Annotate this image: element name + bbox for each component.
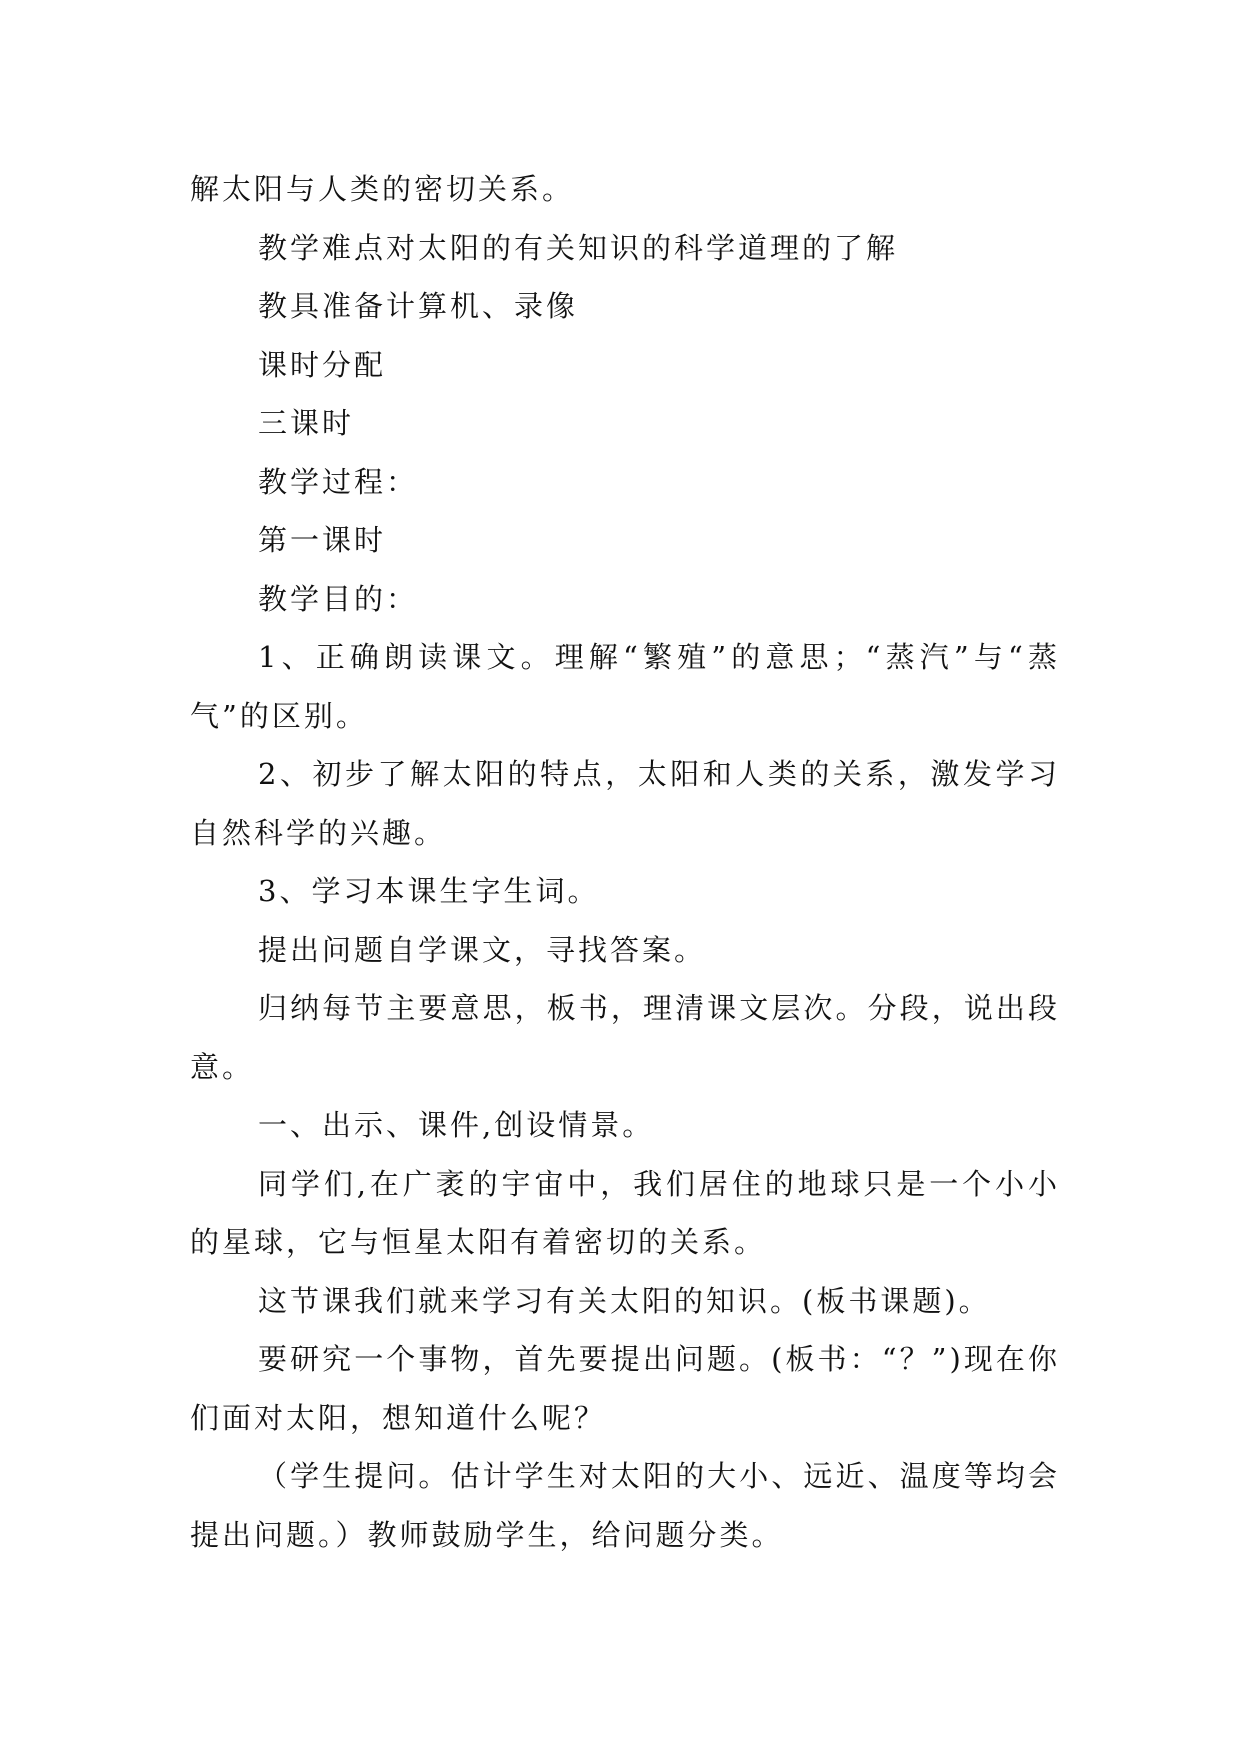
paragraph: 一、出示、课件,创设情景。 — [258, 1108, 655, 1142]
paragraph: 要研究一个事物，首先要提出问题。(板书：“？”)现在你们面对太阳，想知道什么呢？ — [190, 1342, 1060, 1435]
paragraph: 教学难点对太阳的有关知识的科学道理的了解 — [258, 230, 899, 265]
paragraph: 归纳每节主要意思，板书，理清课文层次。分段，说出段意。 — [190, 991, 1060, 1084]
paragraph: 提出问题自学课文，寻找答案。 — [258, 932, 707, 967]
paragraph: 第一课时 — [258, 523, 387, 557]
paragraph: 3、学习本课生字生词。 — [258, 874, 600, 908]
paragraph: 教学过程： — [258, 464, 419, 499]
paragraph: 同学们,在广袤的宇宙中，我们居住的地球只是一个小小的星球，它与恒星太阳有着密切的关系。 — [190, 1166, 1060, 1259]
paragraph: 教具准备计算机、录像 — [258, 289, 579, 323]
paragraph: 三课时 — [258, 406, 355, 440]
paragraph: 教学目的： — [258, 581, 419, 616]
document-body — [190, 160, 1060, 1564]
paragraph: 这节课我们就来学习有关太阳的知识。(板书课题)。 — [258, 1283, 991, 1318]
paragraph: 解太阳与人类的密切关系。 — [190, 172, 575, 206]
paragraph: （学生提问。估计学生对太阳的大小、远近、温度等均会提出问题。）教师鼓励学生，给问题分类。 — [190, 1459, 1060, 1552]
paragraph: 课时分配 — [258, 347, 387, 382]
paragraph: 2、初步了解太阳的特点，太阳和人类的关系，激发学习自然科学的兴趣。 — [190, 757, 1060, 850]
paragraph: 1、正确朗读课文。理解“繁殖”的意思；“蒸汽”与“蒸气”的区别。 — [190, 640, 1060, 733]
